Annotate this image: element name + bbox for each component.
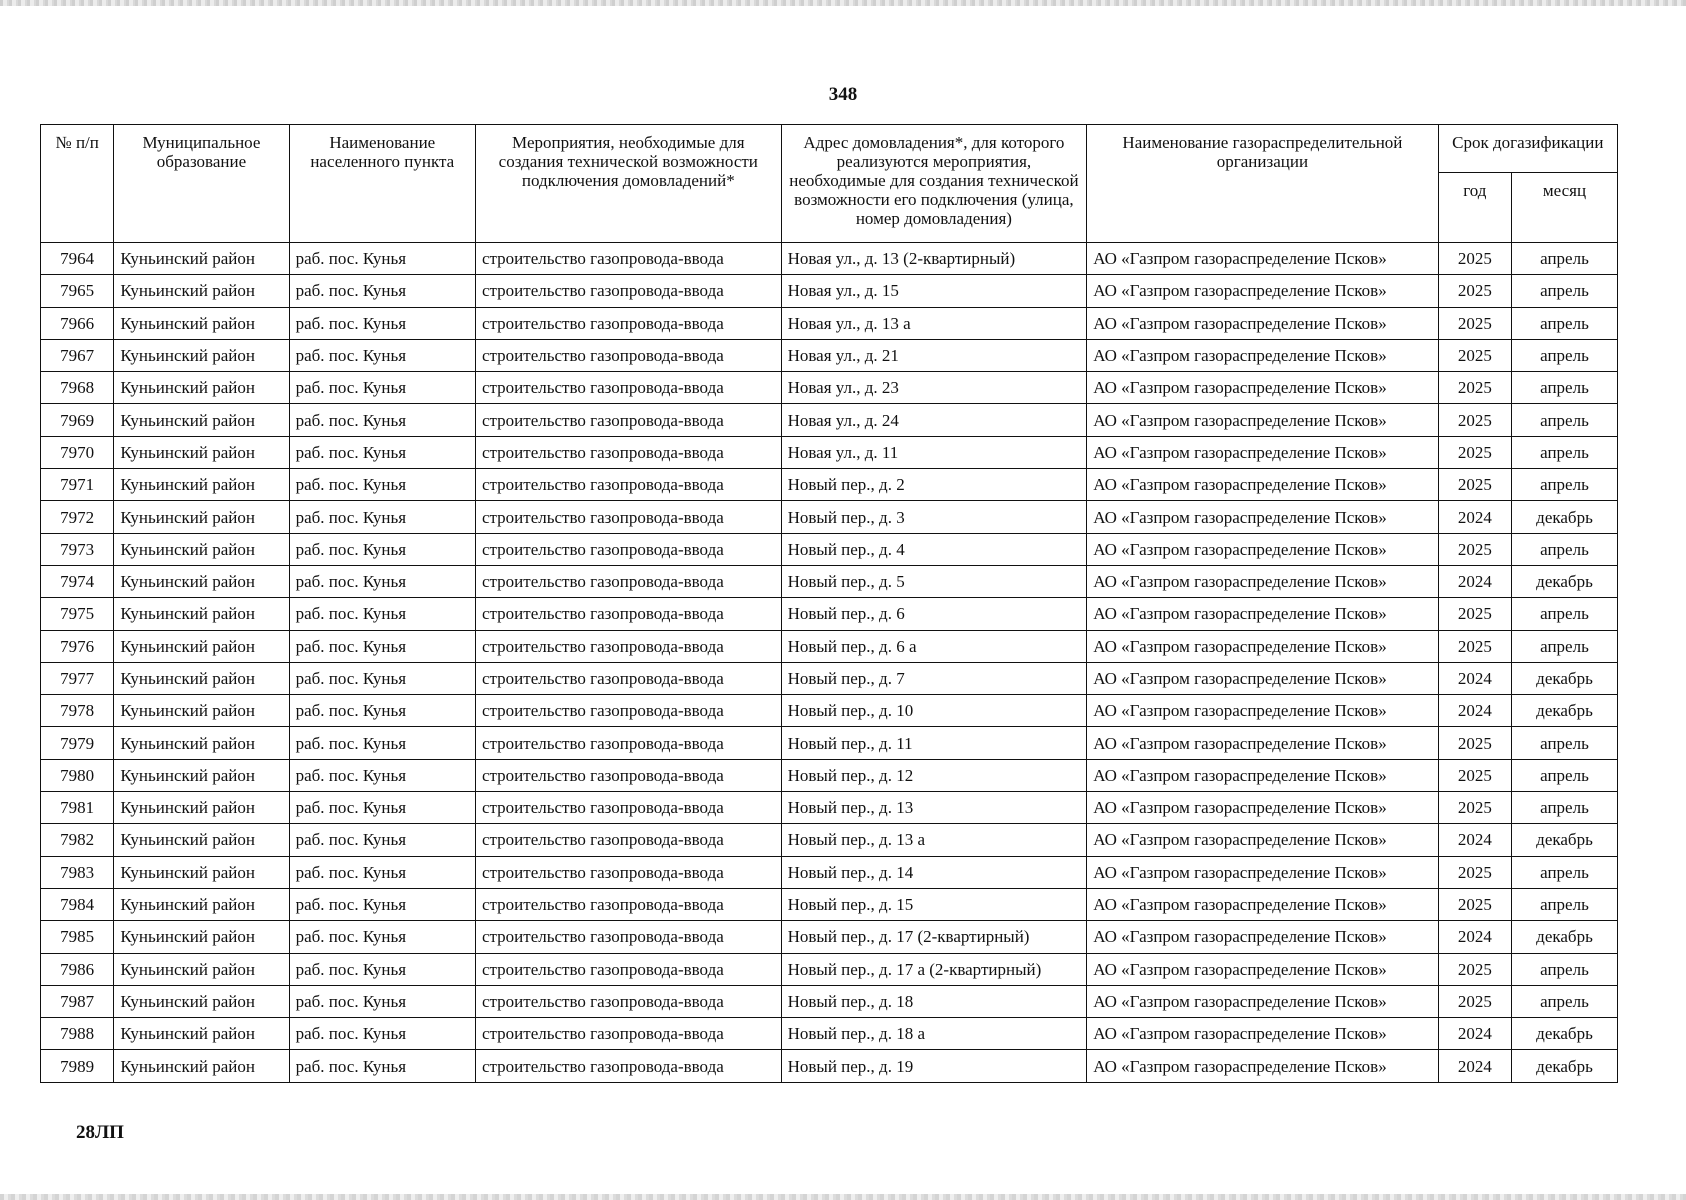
month-cell: апрель <box>1512 888 1618 920</box>
header-locality: Наименование населенного пункта <box>289 125 475 243</box>
locality-cell: раб. пос. Кунья <box>289 565 475 597</box>
table-row <box>41 404 1618 436</box>
measures-cell: строительство газопровода-ввода <box>475 1050 781 1082</box>
municipality-cell: Куньинский район <box>114 759 289 791</box>
organization-cell: АО «Газпром газораспределение Псков» <box>1087 662 1438 694</box>
row-number: 7970 <box>41 436 114 468</box>
gasification-table <box>40 124 1618 1083</box>
scan-edge-top <box>0 0 1686 6</box>
municipality-cell: Куньинский район <box>114 243 289 275</box>
municipality-cell: Куньинский район <box>114 695 289 727</box>
municipality-cell: Куньинский район <box>114 662 289 694</box>
row-number: 7971 <box>41 469 114 501</box>
month-cell: декабрь <box>1512 501 1618 533</box>
municipality-cell: Куньинский район <box>114 533 289 565</box>
municipality-cell: Куньинский район <box>114 727 289 759</box>
row-number: 7987 <box>41 985 114 1017</box>
header-address: Адрес домовладения*, для которого реализуются мероприятия, необходимые для создания технической возможности его подключения (улица, номер домовладения) <box>781 125 1087 243</box>
table-row <box>41 598 1618 630</box>
table-row <box>41 856 1618 888</box>
address-cell: Новый пер., д. 17 а (2-квартирный) <box>781 953 1087 985</box>
municipality-cell: Куньинский район <box>114 824 289 856</box>
municipality-cell: Куньинский район <box>114 792 289 824</box>
year-cell: 2025 <box>1438 598 1511 630</box>
organization-cell: АО «Газпром газораспределение Псков» <box>1087 243 1438 275</box>
municipality-cell: Куньинский район <box>114 404 289 436</box>
year-cell: 2025 <box>1438 339 1511 371</box>
address-cell: Новая ул., д. 13 (2-квартирный) <box>781 243 1087 275</box>
locality-cell: раб. пос. Кунья <box>289 985 475 1017</box>
address-cell: Новый пер., д. 3 <box>781 501 1087 533</box>
municipality-cell: Куньинский район <box>114 565 289 597</box>
year-cell: 2025 <box>1438 372 1511 404</box>
table-body <box>41 243 1618 1083</box>
month-cell: апрель <box>1512 985 1618 1017</box>
organization-cell: АО «Газпром газораспределение Псков» <box>1087 565 1438 597</box>
measures-cell: строительство газопровода-ввода <box>475 533 781 565</box>
year-cell: 2025 <box>1438 985 1511 1017</box>
organization-cell: АО «Газпром газораспределение Псков» <box>1087 695 1438 727</box>
measures-cell: строительство газопровода-ввода <box>475 275 781 307</box>
address-cell: Новый пер., д. 7 <box>781 662 1087 694</box>
month-cell: апрель <box>1512 372 1618 404</box>
table-row <box>41 792 1618 824</box>
year-cell: 2025 <box>1438 856 1511 888</box>
row-number: 7967 <box>41 339 114 371</box>
address-cell: Новый пер., д. 13 а <box>781 824 1087 856</box>
month-cell: декабрь <box>1512 1018 1618 1050</box>
row-number: 7988 <box>41 1018 114 1050</box>
measures-cell: строительство газопровода-ввода <box>475 953 781 985</box>
month-cell: апрель <box>1512 307 1618 339</box>
municipality-cell: Куньинский район <box>114 985 289 1017</box>
table-row <box>41 533 1618 565</box>
municipality-cell: Куньинский район <box>114 1018 289 1050</box>
measures-cell: строительство газопровода-ввода <box>475 662 781 694</box>
organization-cell: АО «Газпром газораспределение Псков» <box>1087 501 1438 533</box>
measures-cell: строительство газопровода-ввода <box>475 1018 781 1050</box>
address-cell: Новый пер., д. 10 <box>781 695 1087 727</box>
organization-cell: АО «Газпром газораспределение Псков» <box>1087 921 1438 953</box>
header-organization: Наименование газораспределительной организации <box>1087 125 1438 243</box>
row-number: 7986 <box>41 953 114 985</box>
address-cell: Новый пер., д. 19 <box>781 1050 1087 1082</box>
measures-cell: строительство газопровода-ввода <box>475 469 781 501</box>
organization-cell: АО «Газпром газораспределение Псков» <box>1087 307 1438 339</box>
month-cell: апрель <box>1512 856 1618 888</box>
month-cell: апрель <box>1512 533 1618 565</box>
header-municipality: Муниципальное образование <box>114 125 289 243</box>
month-cell: апрель <box>1512 339 1618 371</box>
month-cell: апрель <box>1512 953 1618 985</box>
table-row <box>41 339 1618 371</box>
locality-cell: раб. пос. Кунья <box>289 888 475 920</box>
year-cell: 2024 <box>1438 501 1511 533</box>
year-cell: 2024 <box>1438 921 1511 953</box>
year-cell: 2024 <box>1438 565 1511 597</box>
header-measures: Мероприятия, необходимые для создания технической возможности подключения домовладений* <box>475 125 781 243</box>
locality-cell: раб. пос. Кунья <box>289 404 475 436</box>
year-cell: 2025 <box>1438 792 1511 824</box>
month-cell: апрель <box>1512 727 1618 759</box>
municipality-cell: Куньинский район <box>114 921 289 953</box>
table-row <box>41 469 1618 501</box>
row-number: 7983 <box>41 856 114 888</box>
row-number: 7977 <box>41 662 114 694</box>
month-cell: апрель <box>1512 275 1618 307</box>
municipality-cell: Куньинский район <box>114 372 289 404</box>
address-cell: Новый пер., д. 15 <box>781 888 1087 920</box>
address-cell: Новая ул., д. 13 а <box>781 307 1087 339</box>
table-row <box>41 985 1618 1017</box>
address-cell: Новый пер., д. 17 (2-квартирный) <box>781 921 1087 953</box>
measures-cell: строительство газопровода-ввода <box>475 727 781 759</box>
header-year: год <box>1438 173 1511 243</box>
page-number: 348 <box>828 84 858 105</box>
address-cell: Новый пер., д. 12 <box>781 759 1087 791</box>
address-cell: Новый пер., д. 11 <box>781 727 1087 759</box>
organization-cell: АО «Газпром газораспределение Псков» <box>1087 824 1438 856</box>
year-cell: 2025 <box>1438 307 1511 339</box>
year-cell: 2025 <box>1438 630 1511 662</box>
row-number: 7969 <box>41 404 114 436</box>
table-row <box>41 921 1618 953</box>
month-cell: апрель <box>1512 469 1618 501</box>
locality-cell: раб. пос. Кунья <box>289 598 475 630</box>
year-cell: 2025 <box>1438 469 1511 501</box>
municipality-cell: Куньинский район <box>114 275 289 307</box>
table-row <box>41 565 1618 597</box>
year-cell: 2025 <box>1438 243 1511 275</box>
year-cell: 2024 <box>1438 662 1511 694</box>
measures-cell: строительство газопровода-ввода <box>475 888 781 920</box>
municipality-cell: Куньинский район <box>114 339 289 371</box>
address-cell: Новый пер., д. 18 а <box>781 1018 1087 1050</box>
year-cell: 2025 <box>1438 888 1511 920</box>
municipality-cell: Куньинский район <box>114 469 289 501</box>
organization-cell: АО «Газпром газораспределение Псков» <box>1087 1050 1438 1082</box>
organization-cell: АО «Газпром газораспределение Псков» <box>1087 759 1438 791</box>
year-cell: 2025 <box>1438 953 1511 985</box>
month-cell: апрель <box>1512 243 1618 275</box>
locality-cell: раб. пос. Кунья <box>289 856 475 888</box>
row-number: 7965 <box>41 275 114 307</box>
row-number: 7966 <box>41 307 114 339</box>
municipality-cell: Куньинский район <box>114 307 289 339</box>
row-number: 7964 <box>41 243 114 275</box>
row-number: 7981 <box>41 792 114 824</box>
measures-cell: строительство газопровода-ввода <box>475 824 781 856</box>
address-cell: Новый пер., д. 5 <box>781 565 1087 597</box>
year-cell: 2025 <box>1438 275 1511 307</box>
table-row <box>41 727 1618 759</box>
year-cell: 2025 <box>1438 727 1511 759</box>
month-cell: декабрь <box>1512 921 1618 953</box>
table-row <box>41 630 1618 662</box>
organization-cell: АО «Газпром газораспределение Псков» <box>1087 598 1438 630</box>
locality-cell: раб. пос. Кунья <box>289 662 475 694</box>
month-cell: декабрь <box>1512 662 1618 694</box>
measures-cell: строительство газопровода-ввода <box>475 695 781 727</box>
locality-cell: раб. пос. Кунья <box>289 339 475 371</box>
organization-cell: АО «Газпром газораспределение Псков» <box>1087 953 1438 985</box>
table-row <box>41 824 1618 856</box>
municipality-cell: Куньинский район <box>114 598 289 630</box>
header-num: № п/п <box>41 125 114 243</box>
locality-cell: раб. пос. Кунья <box>289 469 475 501</box>
row-number: 7982 <box>41 824 114 856</box>
address-cell: Новая ул., д. 23 <box>781 372 1087 404</box>
organization-cell: АО «Газпром газораспределение Псков» <box>1087 436 1438 468</box>
document-code: 28ЛП <box>76 1122 124 1143</box>
month-cell: декабрь <box>1512 1050 1618 1082</box>
municipality-cell: Куньинский район <box>114 856 289 888</box>
month-cell: декабрь <box>1512 824 1618 856</box>
row-number: 7980 <box>41 759 114 791</box>
month-cell: апрель <box>1512 792 1618 824</box>
address-cell: Новый пер., д. 13 <box>781 792 1087 824</box>
table-row <box>41 436 1618 468</box>
header-term: Срок догазификации <box>1438 125 1617 173</box>
organization-cell: АО «Газпром газораспределение Псков» <box>1087 1018 1438 1050</box>
table-row <box>41 1018 1618 1050</box>
organization-cell: АО «Газпром газораспределение Псков» <box>1087 339 1438 371</box>
month-cell: декабрь <box>1512 695 1618 727</box>
organization-cell: АО «Газпром газораспределение Псков» <box>1087 469 1438 501</box>
table-row <box>41 888 1618 920</box>
locality-cell: раб. пос. Кунья <box>289 533 475 565</box>
row-number: 7968 <box>41 372 114 404</box>
month-cell: апрель <box>1512 759 1618 791</box>
municipality-cell: Куньинский район <box>114 501 289 533</box>
measures-cell: строительство газопровода-ввода <box>475 921 781 953</box>
organization-cell: АО «Газпром газораспределение Псков» <box>1087 888 1438 920</box>
address-cell: Новая ул., д. 21 <box>781 339 1087 371</box>
organization-cell: АО «Газпром газораспределение Псков» <box>1087 404 1438 436</box>
locality-cell: раб. пос. Кунья <box>289 1050 475 1082</box>
month-cell: апрель <box>1512 404 1618 436</box>
measures-cell: строительство газопровода-ввода <box>475 339 781 371</box>
measures-cell: строительство газопровода-ввода <box>475 856 781 888</box>
municipality-cell: Куньинский район <box>114 1050 289 1082</box>
table-row <box>41 953 1618 985</box>
scan-edge-bottom <box>0 1194 1686 1200</box>
locality-cell: раб. пос. Кунья <box>289 307 475 339</box>
row-number: 7973 <box>41 533 114 565</box>
measures-cell: строительство газопровода-ввода <box>475 759 781 791</box>
year-cell: 2024 <box>1438 1018 1511 1050</box>
row-number: 7979 <box>41 727 114 759</box>
year-cell: 2024 <box>1438 1050 1511 1082</box>
municipality-cell: Куньинский район <box>114 888 289 920</box>
row-number: 7976 <box>41 630 114 662</box>
measures-cell: строительство газопровода-ввода <box>475 501 781 533</box>
locality-cell: раб. пос. Кунья <box>289 243 475 275</box>
organization-cell: АО «Газпром газораспределение Псков» <box>1087 372 1438 404</box>
measures-cell: строительство газопровода-ввода <box>475 598 781 630</box>
organization-cell: АО «Газпром газораспределение Псков» <box>1087 630 1438 662</box>
locality-cell: раб. пос. Кунья <box>289 759 475 791</box>
organization-cell: АО «Газпром газораспределение Псков» <box>1087 533 1438 565</box>
measures-cell: строительство газопровода-ввода <box>475 404 781 436</box>
organization-cell: АО «Газпром газораспределение Псков» <box>1087 275 1438 307</box>
locality-cell: раб. пос. Кунья <box>289 436 475 468</box>
table-row <box>41 307 1618 339</box>
table-header <box>41 125 1618 243</box>
row-number: 7974 <box>41 565 114 597</box>
month-cell: апрель <box>1512 436 1618 468</box>
address-cell: Новый пер., д. 6 <box>781 598 1087 630</box>
address-cell: Новый пер., д. 14 <box>781 856 1087 888</box>
address-cell: Новый пер., д. 4 <box>781 533 1087 565</box>
measures-cell: строительство газопровода-ввода <box>475 372 781 404</box>
year-cell: 2025 <box>1438 533 1511 565</box>
measures-cell: строительство газопровода-ввода <box>475 630 781 662</box>
month-cell: апрель <box>1512 630 1618 662</box>
locality-cell: раб. пос. Кунья <box>289 824 475 856</box>
year-cell: 2024 <box>1438 695 1511 727</box>
locality-cell: раб. пос. Кунья <box>289 501 475 533</box>
locality-cell: раб. пос. Кунья <box>289 372 475 404</box>
measures-cell: строительство газопровода-ввода <box>475 243 781 275</box>
address-cell: Новая ул., д. 24 <box>781 404 1087 436</box>
table-row <box>41 243 1618 275</box>
header-month: месяц <box>1512 173 1618 243</box>
locality-cell: раб. пос. Кунья <box>289 630 475 662</box>
locality-cell: раб. пос. Кунья <box>289 953 475 985</box>
row-number: 7975 <box>41 598 114 630</box>
table-row <box>41 1050 1618 1082</box>
table-row <box>41 275 1618 307</box>
table-row <box>41 695 1618 727</box>
locality-cell: раб. пос. Кунья <box>289 275 475 307</box>
measures-cell: строительство газопровода-ввода <box>475 565 781 597</box>
table-row <box>41 372 1618 404</box>
measures-cell: строительство газопровода-ввода <box>475 307 781 339</box>
address-cell: Новая ул., д. 11 <box>781 436 1087 468</box>
row-number: 7978 <box>41 695 114 727</box>
municipality-cell: Куньинский район <box>114 953 289 985</box>
month-cell: декабрь <box>1512 565 1618 597</box>
municipality-cell: Куньинский район <box>114 436 289 468</box>
measures-cell: строительство газопровода-ввода <box>475 792 781 824</box>
locality-cell: раб. пос. Кунья <box>289 695 475 727</box>
address-cell: Новая ул., д. 15 <box>781 275 1087 307</box>
locality-cell: раб. пос. Кунья <box>289 727 475 759</box>
locality-cell: раб. пос. Кунья <box>289 792 475 824</box>
table-row <box>41 662 1618 694</box>
row-number: 7972 <box>41 501 114 533</box>
table-row <box>41 501 1618 533</box>
address-cell: Новый пер., д. 18 <box>781 985 1087 1017</box>
municipality-cell: Куньинский район <box>114 630 289 662</box>
year-cell: 2025 <box>1438 759 1511 791</box>
organization-cell: АО «Газпром газораспределение Псков» <box>1087 985 1438 1017</box>
organization-cell: АО «Газпром газораспределение Псков» <box>1087 727 1438 759</box>
row-number: 7985 <box>41 921 114 953</box>
row-number: 7989 <box>41 1050 114 1082</box>
measures-cell: строительство газопровода-ввода <box>475 985 781 1017</box>
table-row <box>41 759 1618 791</box>
year-cell: 2025 <box>1438 404 1511 436</box>
measures-cell: строительство газопровода-ввода <box>475 436 781 468</box>
organization-cell: АО «Газпром газораспределение Псков» <box>1087 792 1438 824</box>
locality-cell: раб. пос. Кунья <box>289 921 475 953</box>
address-cell: Новый пер., д. 2 <box>781 469 1087 501</box>
organization-cell: АО «Газпром газораспределение Псков» <box>1087 856 1438 888</box>
locality-cell: раб. пос. Кунья <box>289 1018 475 1050</box>
address-cell: Новый пер., д. 6 а <box>781 630 1087 662</box>
year-cell: 2024 <box>1438 824 1511 856</box>
row-number: 7984 <box>41 888 114 920</box>
year-cell: 2025 <box>1438 436 1511 468</box>
month-cell: апрель <box>1512 598 1618 630</box>
